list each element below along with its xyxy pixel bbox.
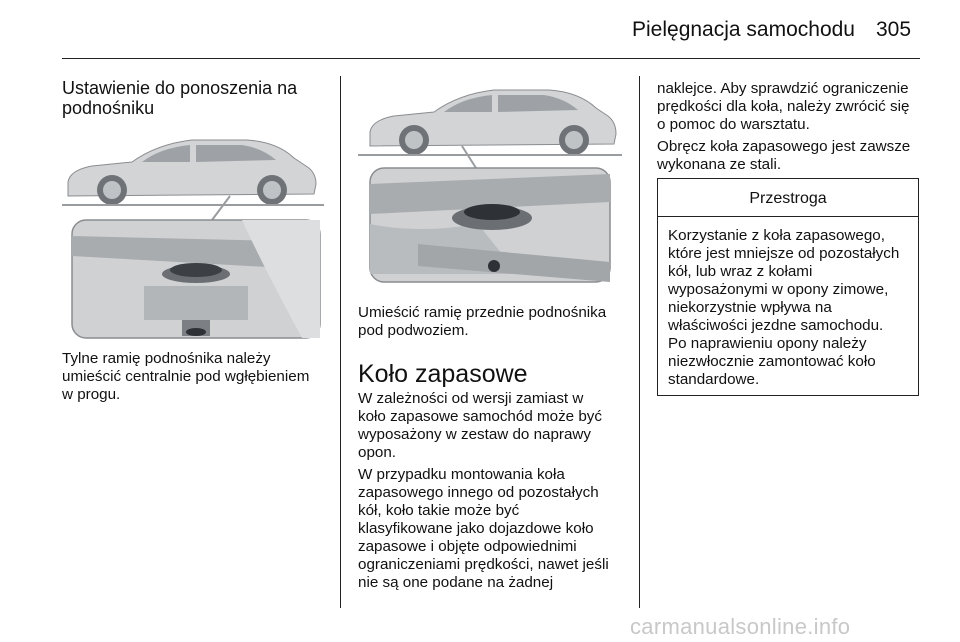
- text-line: zapasowe i objęte odpowiednimi: [358, 538, 577, 555]
- caution-text: [668, 227, 916, 389]
- caution-line: standardowe.: [668, 371, 760, 388]
- caution-box: [657, 178, 919, 396]
- text-line: prędkości dla koła, należy zwrócić się: [657, 98, 910, 115]
- caution-title: Przestroga: [658, 179, 918, 217]
- text-line: Obręcz koła zapasowego jest zawsze: [657, 138, 911, 155]
- text-line: wykonana ze stali.: [657, 156, 782, 173]
- heading-line: podnośniku: [62, 98, 155, 118]
- text-line: opon.: [358, 444, 397, 461]
- heading-line: Ustawienie do ponoszenia na: [62, 78, 298, 98]
- caution-line: Po naprawieniu opony należy: [668, 335, 867, 352]
- front-jack-illustration: [358, 74, 622, 286]
- rear-jack-diagram: [62, 124, 324, 342]
- caption-line: Tylne ramię podnośnika należy: [62, 350, 271, 367]
- caution-line: które jest mniejsze od pozostałych: [668, 245, 900, 262]
- spare-wheel-paragraph-1: [358, 390, 602, 462]
- text-line: ograniczeniami prędkości, nawet jeśli: [358, 556, 609, 573]
- right-paragraph-2: [657, 138, 910, 174]
- section-heading-jack-position: [62, 78, 297, 118]
- caution-line: niezwłocznie zamontować koło: [668, 353, 876, 370]
- front-jack-diagram: [358, 74, 622, 286]
- watermark: carmanualsonline.info: [630, 614, 851, 639]
- caution-line: Korzystanie z koła zapasowego,: [668, 227, 885, 244]
- right-paragraph-1: [657, 80, 909, 134]
- text-line: nie są one podane na żadnej: [358, 574, 554, 591]
- rear-jack-caption: [62, 350, 309, 404]
- spare-wheel-paragraph-2: [358, 466, 609, 592]
- page-number: 305: [876, 18, 912, 41]
- caption-line: umieścić centralnie pod wgłębieniem: [62, 368, 310, 385]
- caution-line: wyposażonymi w opony zimowe,: [668, 281, 889, 298]
- column-divider-left: [340, 76, 341, 608]
- caution-line: niekorzystnie wpływa na: [668, 299, 832, 316]
- text-line: o pomoc do warsztatu.: [657, 116, 810, 133]
- text-line: wyposażony w zestaw do naprawy: [358, 426, 591, 443]
- caution-line: właściwości jezdne samochodu.: [668, 317, 884, 334]
- caution-line: kół, lub wraz z kołami: [668, 263, 813, 280]
- caption-line: w progu.: [62, 386, 121, 403]
- front-jack-caption: [358, 304, 606, 340]
- section-title-spare-wheel: Koło zapasowe: [358, 360, 528, 388]
- page-header: [0, 0, 960, 60]
- header-rule: [62, 58, 920, 59]
- text-line: naklejce. Aby sprawdzić ograniczenie: [657, 80, 909, 97]
- column-divider-right: [639, 76, 640, 608]
- text-line: zapasowego innego od pozostałych: [358, 484, 599, 501]
- caption-line: Umieścić ramię przednie podnośnika: [358, 304, 607, 321]
- text-line: W przypadku montowania koła: [358, 466, 565, 483]
- text-line: koło zapasowe samochód może być: [358, 408, 602, 425]
- text-line: klasyfikowane jako dojazdowe koło: [358, 520, 594, 537]
- rear-jack-illustration: [62, 124, 324, 342]
- text-line: kół, koło takie może być: [358, 502, 520, 519]
- header-title: Pielęgnacja samochodu: [632, 18, 855, 41]
- text-line: W zależności od wersji zamiast w: [358, 390, 584, 407]
- caption-line: pod podwoziem.: [358, 322, 469, 339]
